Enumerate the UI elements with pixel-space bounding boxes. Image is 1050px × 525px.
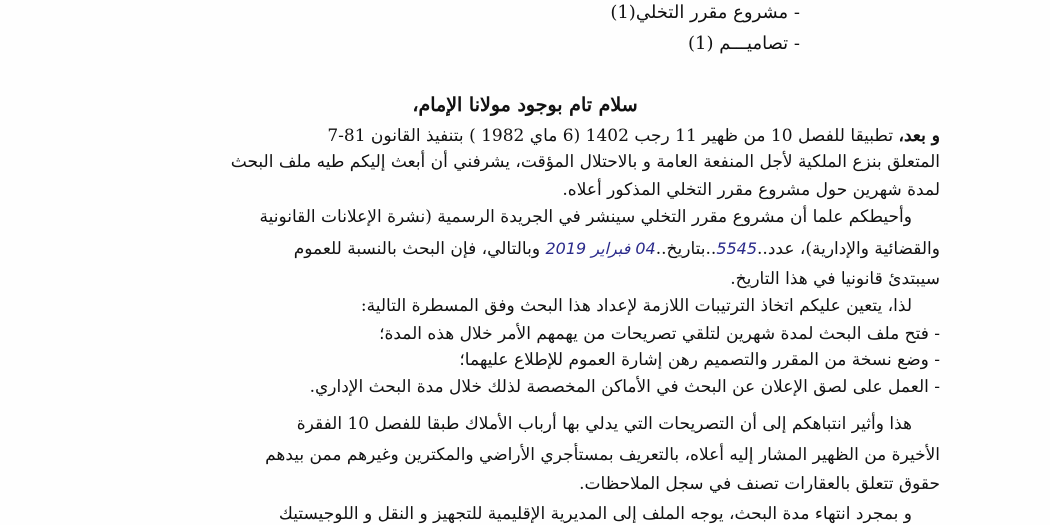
text-run: تطبيقا للفصل 10 من ظهير 11 رجب 1402 (6 ماي 1982 ) بتنفيذ القانون 81-7: [327, 126, 899, 146]
handwritten-issue-number: 5545: [716, 239, 758, 258]
paragraph-line: هذا وأثير انتباهكم إلى أن التصريحات التي يدلي بها أرباب الأملاك طبقا للفصل 10 الفقرة: [296, 414, 912, 434]
paragraph-line: وأحيطكم علما أن مشروع مقرر التخلي سينشر في الجريدة الرسمية (نشرة الإعلانات القانونية: [259, 207, 912, 227]
paragraph-line: [110, 237, 940, 261]
paragraph-line: و بمجرد انتهاء مدة البحث، يوجه الملف إلى المديرية الإقليمية للتجهيز و النقل و اللوجيستيك: [278, 504, 912, 524]
attachment-item: - تصاميـــم (1): [687, 33, 800, 54]
list-item: - العمل على لصق الإعلان عن البحث في الأماكن المخصصة لذلك خلال مدة البحث الإداري.: [309, 377, 940, 397]
paragraph-line: لمدة شهرين حول مشروع مقرر التخلي المذكور أعلاه.: [562, 180, 940, 200]
attachment-item: - مشروع مقرر التخلي(1): [610, 2, 800, 23]
paragraph-line: المتعلق بنزع الملكية لأجل المنفعة العامة و بالاحتلال المؤقت، يشرفني أن أبعث إليكم طيه ملف البحث: [230, 152, 940, 172]
paragraph-line: سيبتدئ قانونيا في هذا التاريخ.: [730, 269, 940, 289]
paragraph-line: لذا، يتعين عليكم اتخاذ الترتيبات اللازمة لإعداد هذا البحث وفق المسطرة التالية:: [360, 296, 912, 316]
list-item: - فتح ملف البحث لمدة شهرين لتلقي تصريحات من يهمهم الأمر خلال هذه المدة؛: [379, 324, 940, 344]
text-run: والقضائية والإدارية)، عدد..: [757, 239, 940, 259]
opening-word: و بعد،: [898, 126, 940, 146]
handwritten-date: 04 فبراير 2019: [545, 239, 656, 258]
paragraph-line: الأخيرة من الظهير المشار إليه أعلاه، بالتعريف بمستأجري الأراضي والمكترين وغيرهم ممن بيدهم: [265, 445, 940, 465]
text-run: ..بتاريخ..: [655, 239, 717, 259]
list-item: - وضع نسخة من المقرر والتصميم رهن إشارة العموم للإطلاع عليهما؛: [459, 350, 940, 370]
text-run: وبالتالي، فإن البحث بالنسبة للعموم: [293, 239, 546, 259]
paragraph-line: [110, 124, 940, 148]
salutation: سلام تام بوجود مولانا الإمام،: [412, 94, 638, 116]
paragraph-line: حقوق تتعلق بالعقارات تصنف في سجل الملاحظات.: [579, 474, 940, 494]
